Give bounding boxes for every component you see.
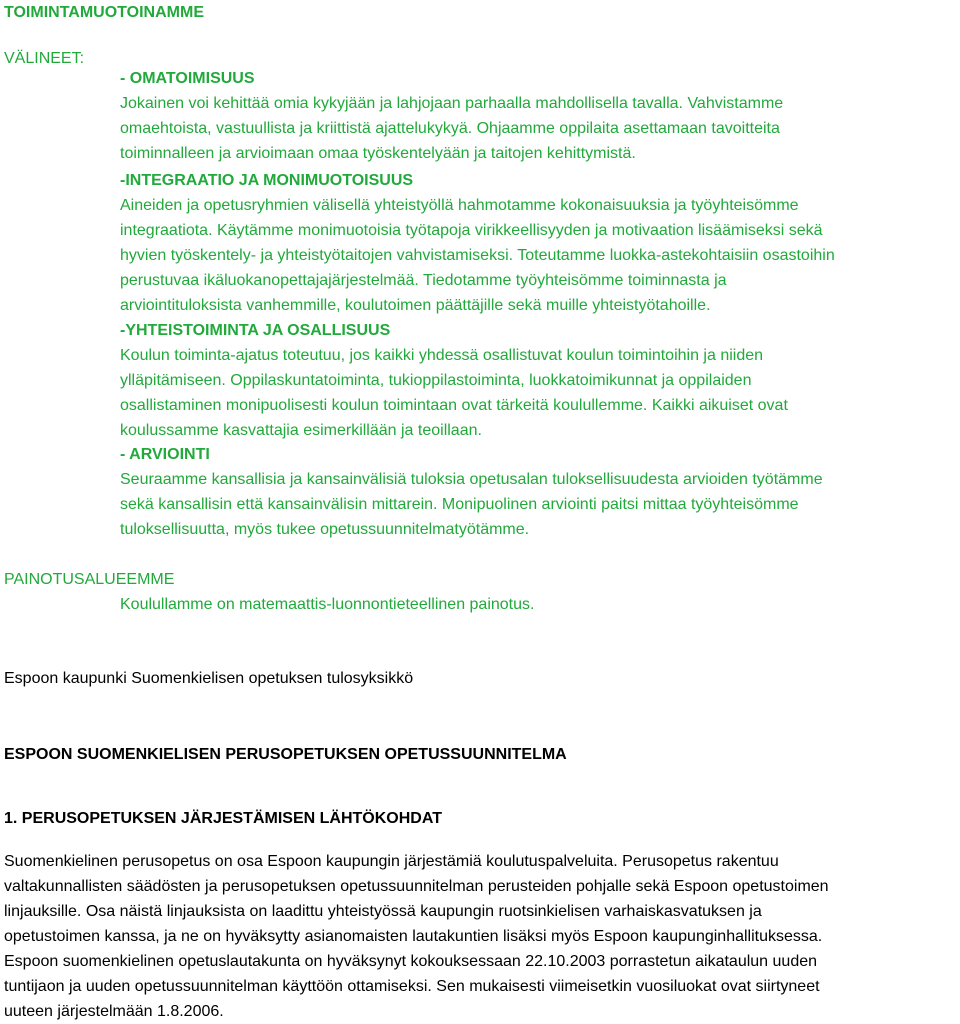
text-line: koulussamme kasvattajia esimerkillään ja teoillaan. [120, 422, 482, 439]
painotus-text: Koulullamme on matemaattis-luonnontieteellinen painotus. [120, 596, 535, 613]
text-line: linjauksille. Osa näistä linjauksista on laadittu yhteistyössä kaupungin ruotsinkielisen varhaiskasvatuksen ja [4, 903, 762, 920]
text-line: toiminnalleen ja arvioimaan omaa työskentelyään ja taitojen kehittymistä. [120, 145, 636, 162]
chapter-title: 1. PERUSOPETUKSEN JÄRJESTÄMISEN LÄHTÖKOHDAT [4, 810, 442, 827]
text-line: Koulun toiminta-ajatus toteutuu, jos kaikki yhdessä osallistuvat koulun toimintoihin ja niiden [120, 347, 764, 364]
text-line: omaehtoista, vastuullista ja kriittistä ajattelukykyä. Ohjaamme oppilaita asettamaan tavoitteita [120, 120, 780, 137]
integraatio-heading: -INTEGRAATIO JA MONIMUOTOISUUS [120, 172, 414, 189]
text-line: sekä kansallisin että kansainvälisin mittarein. Monipuolinen arviointi paitsi mittaa työyhteisömme [120, 496, 799, 513]
text-line: tuntijaon ja uuden opetussuunnitelman käyttöön ottamiseksi. Sen mukaisesti viimeisetkin vuosiluokat ovat siirtyneet [4, 978, 820, 995]
section-title: TOIMINTAMUOTOINAMME [4, 4, 204, 21]
yhteistoiminta-heading: -YHTEISTOIMINTA JA OSALLISUUS [120, 322, 391, 339]
unit-name: Espoon kaupunki Suomenkielisen opetuksen tulosyksikkö [4, 670, 414, 687]
text-line: opetustoimen kanssa, ja ne on hyväksytty asianomaisten lautakuntien lisäksi myös Espoon kaupunginhallituksessa. [4, 928, 823, 945]
text-line: uuteen järjestelmään 1.8.2006. [4, 1003, 224, 1020]
yhteistoiminta-text [120, 343, 788, 443]
text-line: tuloksellisuutta, myös tukee opetussuunnitelmatyötämme. [120, 521, 530, 538]
text-line: Jokainen voi kehittää omia kykyjään ja lahjojaan parhaalla mahdollisella tavalla. Vahvistamme [120, 95, 784, 112]
integraatio-text [120, 193, 835, 318]
text-line: Espoon suomenkielinen opetuslautakunta on hyväksynyt kokouksessaan 22.10.2003 porrastetun aikataulun uuden [4, 953, 818, 970]
omatoimisuus-text [120, 91, 783, 166]
text-line: Seuraamme kansallisia ja kansainvälisiä tuloksia opetusalan tuloksellisuudesta arvioiden työtämme [120, 471, 823, 488]
text-line: integraatiota. Käytämme monimuotoisia työtapoja virikkeellisyyden ja motivaation lisäämiseksi sekä [120, 222, 823, 239]
text-line: hyvien työskentely- ja yhteistyötaitojen vahvistamiseksi. Toteutamme luokka-astekohtaisiin osastoihin [120, 247, 835, 264]
chapter-paragraph [4, 849, 960, 1024]
text-line: perustuvaa ikäluokanopettajajärjestelmää. Tiedotamme työyhteisömme toiminnasta ja [120, 272, 727, 289]
text-line: osallistaminen monipuolisesti koulun toimintaan ovat tärkeitä koulullemme. Kaikki aikuiset ovat [120, 397, 788, 414]
omatoimisuus-heading: - OMATOIMISUUS [120, 70, 255, 87]
text-line: Suomenkielinen perusopetus on osa Espoon kaupungin järjestämiä koulutuspalveluita. Perusopetus rakentuu [4, 853, 779, 870]
arviointi-text [120, 467, 823, 542]
text-line: valtakunnallisten säädösten ja perusopetuksen opetussuunnitelman perusteiden pohjalle sekä Espoon opetustoimen [4, 878, 829, 895]
painotus-label: PAINOTUSALUEEMME [4, 571, 175, 588]
document-title: ESPOON SUOMENKIELISEN PERUSOPETUKSEN OPETUSSUUNNITELMA [4, 746, 567, 763]
text-line: ylläpitämiseen. Oppilaskuntatoiminta, tukioppilastoiminta, luokkatoimikunnat ja oppilaiden [120, 372, 752, 389]
text-line: arviointituloksista vanhemmille, koulutoimen päättäjille sekä muille yhteistyötahoille. [120, 297, 711, 314]
text-line: Aineiden ja opetusryhmien välisellä yhteistyöllä hahmotamme kokonaisuuksia ja työyhteisömme [120, 197, 799, 214]
arviointi-heading: - ARVIOINTI [120, 446, 210, 463]
tools-label: VÄLINEET: [4, 50, 85, 67]
